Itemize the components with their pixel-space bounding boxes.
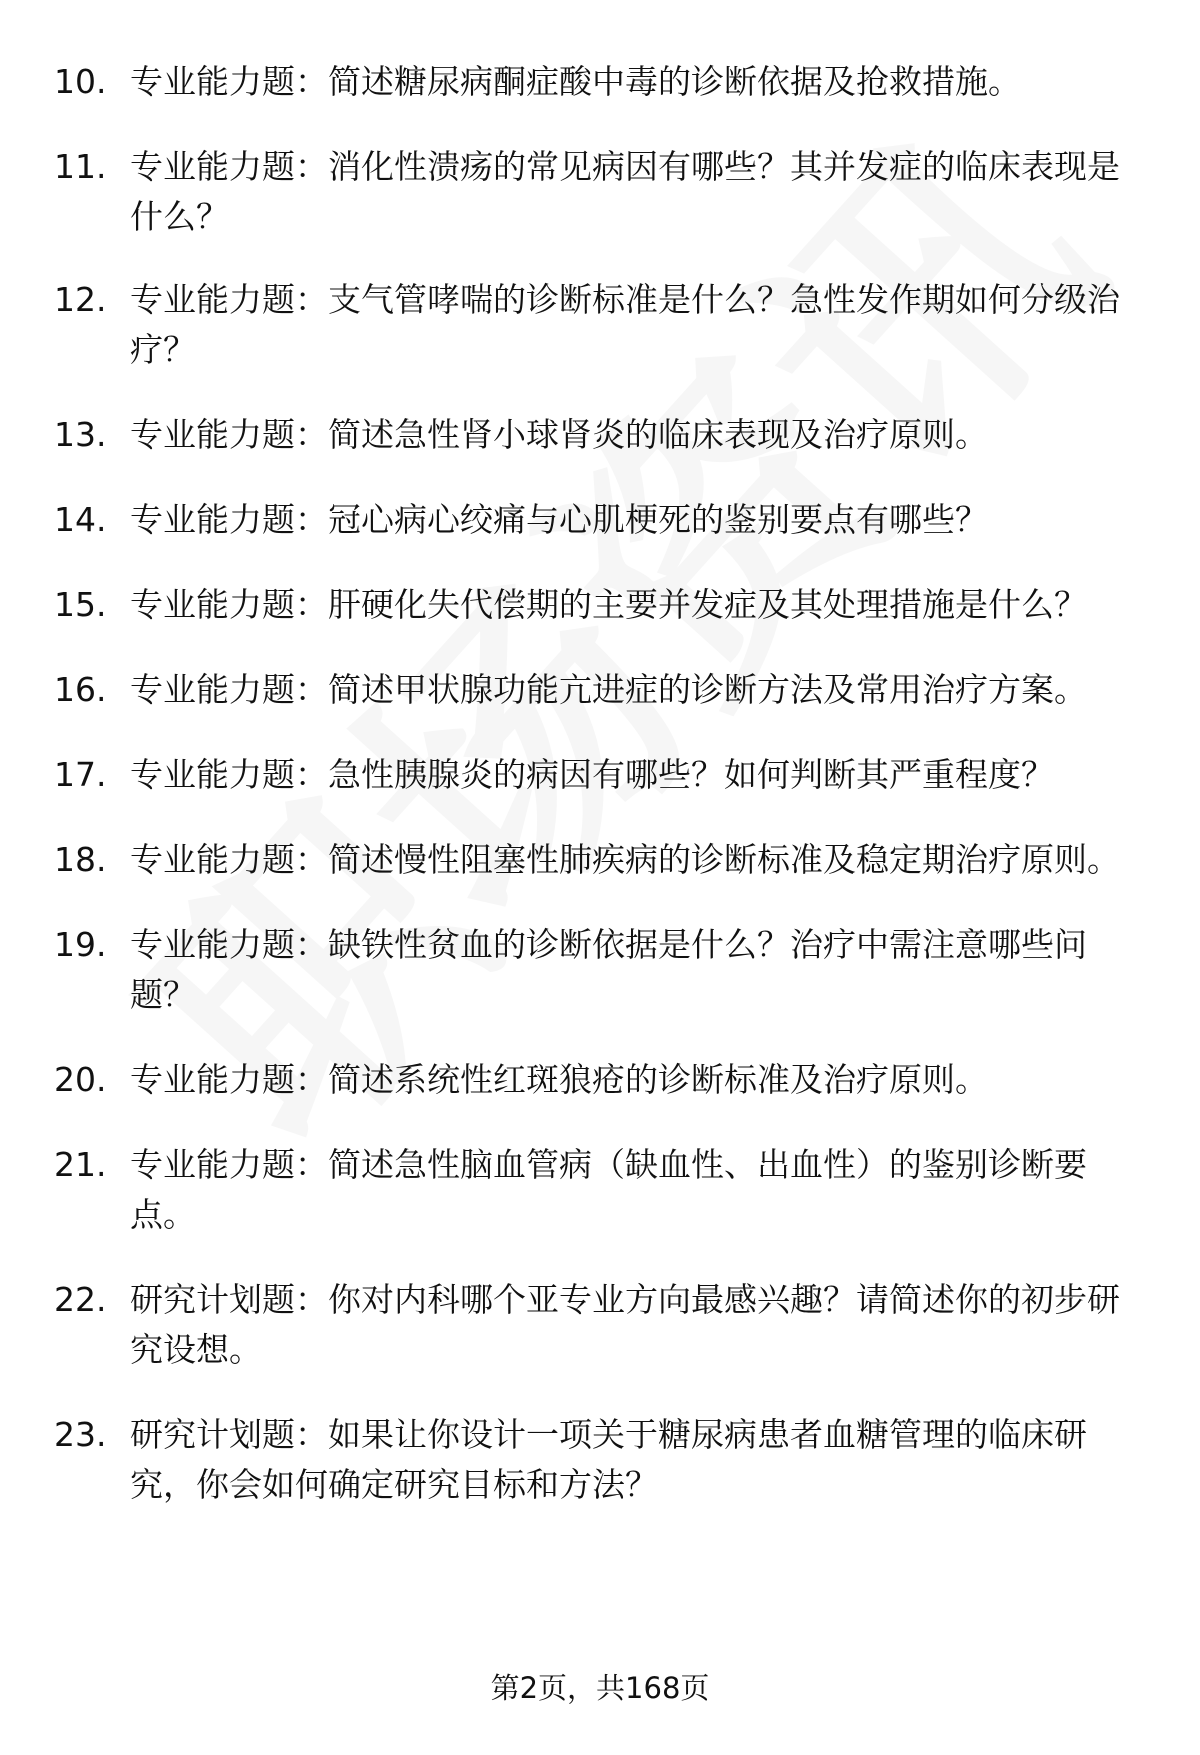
question-number: 23. [54, 1415, 107, 1454]
question-item [0, 665, 1200, 715]
question-text: 专业能力题：简述甲状腺功能亢进症的诊断方法及常用治疗方案。 [130, 670, 1087, 709]
question-item [0, 1055, 1200, 1105]
question-text: 专业能力题：简述糖尿病酮症酸中毒的诊断依据及抢救措施。 [130, 62, 1021, 101]
question-number: 13. [54, 415, 107, 454]
question-text: 专业能力题：简述系统性红斑狼疮的诊断标准及治疗原则。 [130, 1060, 988, 1099]
question-item [0, 1140, 1200, 1240]
question-text: 专业能力题：简述慢性阻塞性肺疾病的诊断标准及稳定期治疗原则。 [130, 840, 1120, 879]
question-text: 专业能力题：简述急性脑血管病（缺血性、出血性）的鉴别诊断要点。 [130, 1145, 1087, 1234]
question-text: 专业能力题：肝硬化失代偿期的主要并发症及其处理措施是什么？ [130, 585, 1087, 624]
question-number: 16. [54, 670, 107, 709]
question-number: 11. [54, 147, 107, 186]
question-number: 21. [54, 1145, 107, 1184]
question-number: 20. [54, 1060, 107, 1099]
question-text: 研究计划题：你对内科哪个亚专业方向最感兴趣？请简述你的初步研究设想。 [130, 1280, 1120, 1369]
question-item [0, 835, 1200, 885]
question-text: 专业能力题：简述急性肾小球肾炎的临床表现及治疗原则。 [130, 415, 988, 454]
question-text: 专业能力题：消化性溃疡的常见病因有哪些？其并发症的临床表现是什么？ [130, 147, 1120, 236]
question-text: 研究计划题：如果让你设计一项关于糖尿病患者血糖管理的临床研究，你会如何确定研究目标和方法？ [130, 1415, 1087, 1504]
question-number: 22. [54, 1280, 107, 1319]
question-item [0, 275, 1200, 375]
question-item [0, 920, 1200, 1020]
question-item [0, 1410, 1200, 1510]
question-number: 18. [54, 840, 107, 879]
question-number: 15. [54, 585, 107, 624]
question-item [0, 495, 1200, 545]
question-item [0, 580, 1200, 630]
question-number: 12. [54, 280, 107, 319]
question-item [0, 142, 1200, 242]
question-item [0, 410, 1200, 460]
question-number: 10. [54, 62, 107, 101]
question-list [0, 57, 1200, 1510]
question-item [0, 57, 1200, 107]
question-text: 专业能力题：缺铁性贫血的诊断依据是什么？治疗中需注意哪些问题？ [130, 925, 1087, 1014]
question-number: 17. [54, 755, 107, 794]
page-footer: 第2页，共168页 [490, 1671, 710, 1705]
question-item [0, 1275, 1200, 1375]
question-number: 14. [54, 500, 107, 539]
question-text: 专业能力题：支气管哮喘的诊断标准是什么？急性发作期如何分级治疗？ [130, 280, 1120, 369]
question-item [0, 750, 1200, 800]
question-text: 专业能力题：急性胰腺炎的病因有哪些？如何判断其严重程度？ [130, 755, 1054, 794]
question-number: 19. [54, 925, 107, 964]
question-text: 专业能力题：冠心病心绞痛与心肌梗死的鉴别要点有哪些？ [130, 500, 988, 539]
